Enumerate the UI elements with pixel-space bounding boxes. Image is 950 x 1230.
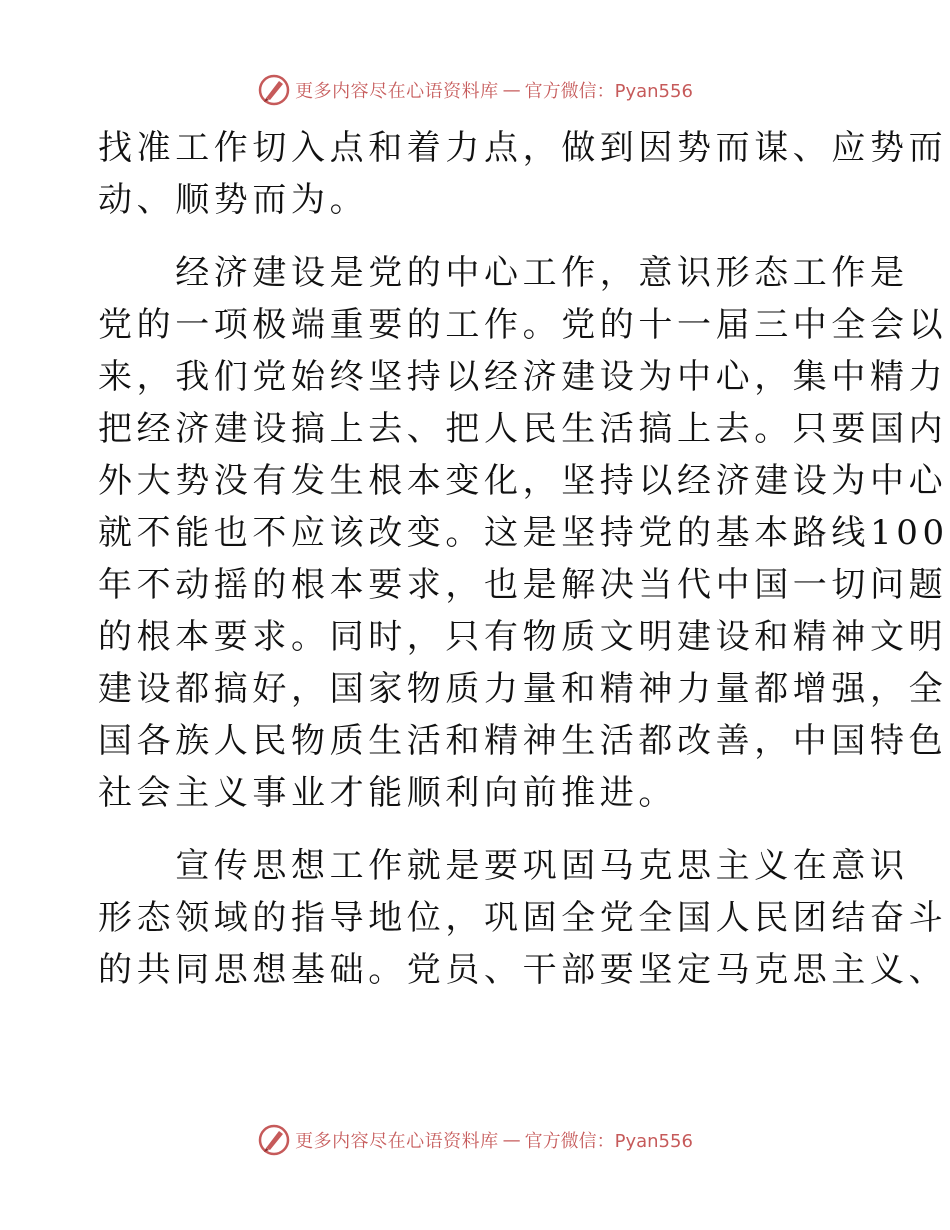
body-line: 党的一项极端重要的工作。党的十一届三中全会以 [98,305,948,345]
body-line: 找准工作切入点和着力点，做到因势而谋、应势而 [98,128,948,168]
banner-separator: — [502,1129,521,1151]
quill-logo-icon [257,73,291,107]
quill-logo-icon [257,1123,291,1157]
body-line: 外大势没有发生根本变化，坚持以经济建设为中心 [98,461,948,501]
body-line: 经济建设是党的中心工作，意识形态工作是 [98,253,909,293]
document-body [98,122,949,996]
paragraph-gap [98,819,858,840]
body-line: 就不能也不应该改变。这是坚持党的基本路线100 [98,513,949,553]
body-line: 宣传思想工作就是要巩固马克思主义在意识 [98,846,909,886]
header-watermark-banner [0,70,950,110]
banner-title: 更多内容尽在心语资料库 [295,1131,499,1152]
body-line: 建设都搞好，国家物质力量和精神力量都增强，全 [98,669,948,709]
footer-watermark-banner [0,1120,950,1160]
banner-separator: — [502,79,521,101]
banner-title: 更多内容尽在心语资料库 [295,81,499,102]
body-line: 的共同思想基础。党员、干部要坚定马克思主义、 [98,950,948,990]
banner-wechat-id: 官方微信：Pyan556 [524,1131,693,1152]
body-line: 动、顺势而为。 [98,180,369,220]
banner-wechat-id: 官方微信：Pyan556 [524,81,693,102]
body-line: 把经济建设搞上去、把人民生活搞上去。只要国内 [98,409,948,449]
body-line: 社会主义事业才能顺利向前推进。 [98,773,677,813]
body-line: 形态领域的指导地位，巩固全党全国人民团结奋斗 [98,898,948,938]
body-line: 来，我们党始终坚持以经济建设为中心，集中精力 [98,357,948,397]
body-line: 的根本要求。同时，只有物质文明建设和精神文明 [98,617,948,657]
body-line: 国各族人民物质生活和精神生活都改善，中国特色 [98,721,948,761]
paragraph-gap [98,226,858,247]
body-line: 年不动摇的根本要求，也是解决当代中国一切问题 [98,565,948,605]
